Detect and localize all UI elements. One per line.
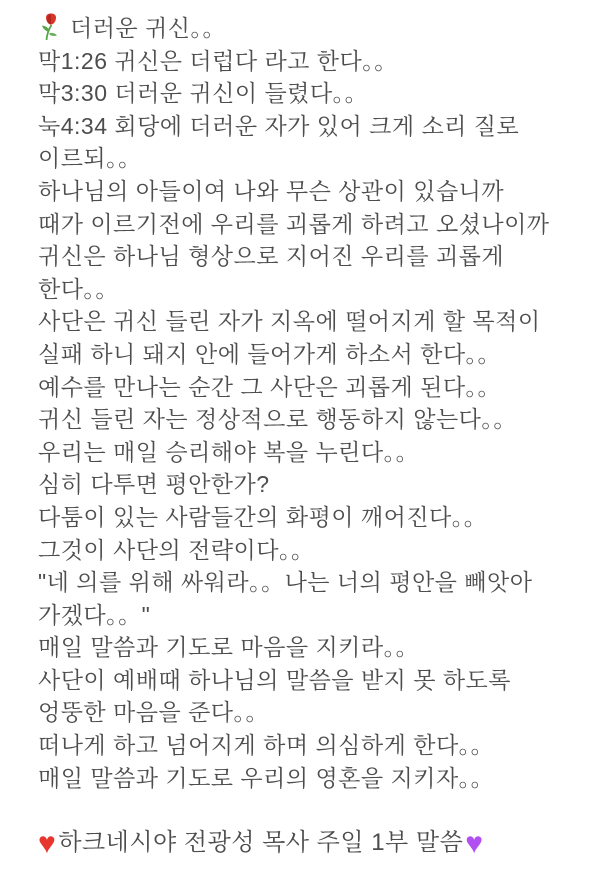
note-line: "네 의를 위해 싸워라。。나는 너의 평안을 빼앗아	[38, 569, 533, 596]
note-line: 하나님의 아들이여 나와 무슨 상관이 있습니까	[38, 177, 505, 204]
note-line: 심히 다투면 평안한가?	[38, 471, 270, 498]
note-line: 매일 말씀과 기도로 우리의 영혼을 지키자。。	[38, 764, 495, 791]
red-heart-icon: ♥	[38, 827, 57, 861]
note-line: 때가 이르기전에 우리를 괴롭게 하려고 오셨나이까	[38, 210, 550, 237]
blank-line	[38, 794, 594, 827]
note-line: 엉뚱한 마음을 준다。。	[38, 699, 270, 726]
note-line: 그것이 사단의 전략이다。。	[38, 536, 315, 563]
note-line: 이르되。。	[38, 145, 142, 172]
footer-line	[38, 827, 594, 861]
note-title: 더러운 귀신。。	[70, 15, 226, 41]
note-line: 눅4:34 회당에 더러운 자가 있어 크게 소리 질로	[38, 112, 520, 139]
note-line: 막1:26 귀신은 더럽다 라고 한다。。	[38, 47, 398, 74]
note-line: 사단이 예배때 하나님의 말씀을 받지 못 하도록	[38, 666, 511, 693]
rose-icon	[38, 13, 64, 41]
note-line: 우리는 매일 승리해야 복을 누린다。。	[38, 438, 420, 465]
note-line: 귀신 들린 자는 정상적으로 행동하지 않는다。。	[38, 406, 517, 433]
note-line: 귀신은 하나님 형상으로 지어진 우리를 괴롭게	[38, 243, 505, 270]
note-line: 실패 하니 돼지 안에 들어가게 하소서 한다。。	[38, 340, 502, 367]
note-line: 다툼이 있는 사람들간의 화평이 깨어진다。。	[38, 503, 488, 530]
note-line: 매일 말씀과 기도로 마음을 지키라。。	[38, 634, 420, 661]
note-line: 떠나게 하고 넘어지게 하며 의심하게 한다。。	[38, 732, 495, 759]
note-line: 예수를 만나는 순간 그 사단은 괴롭게 된다。。	[38, 373, 502, 400]
note-line: 막3:30 더러운 귀신이 들렸다。。	[38, 80, 369, 107]
note-line: 한다。。	[38, 275, 119, 302]
note-line: 가겠다。。"	[38, 601, 151, 628]
note-title-line	[38, 12, 594, 45]
purple-heart-icon: ♥	[465, 827, 484, 861]
note-line: 사단은 귀신 들린 자가 지옥에 떨어지게 할 목적이	[38, 308, 541, 335]
footer-text: 하크네시야 전광성 목사 주일 1부 말씀	[58, 829, 464, 857]
